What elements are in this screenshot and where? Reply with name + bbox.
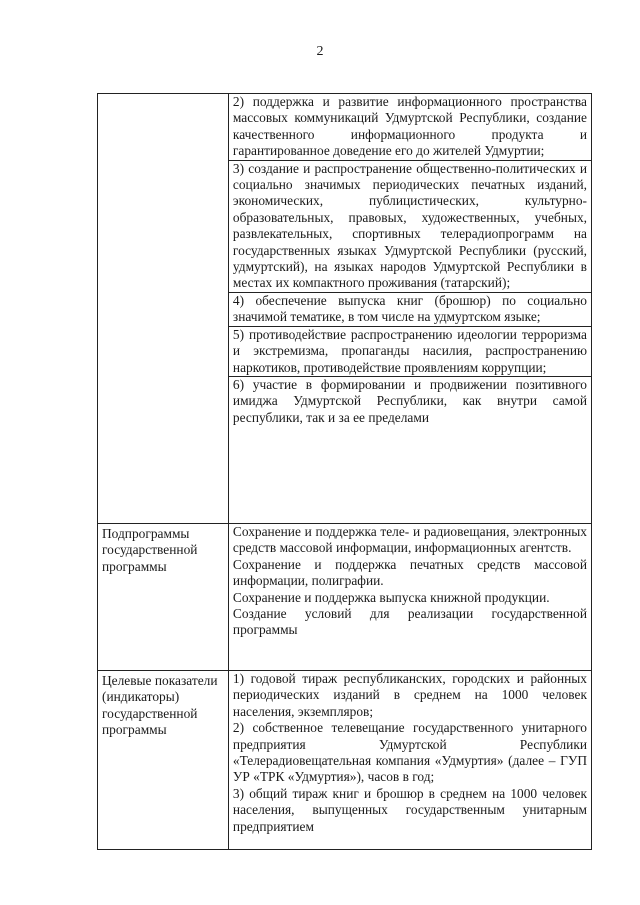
page-number: 2 [316,44,324,59]
list-item: 3) общий тираж книг и брошюр в среднем на 1000 человек населения, выпущенных государственным унитарным предприятием [232,785,587,834]
list-item: 3) создание и распространение общественно-политических и социально значимых периодических печатных изданий, экономических, публицистических, культурно-образовательных, правовых, художественных, учебных, развлекательных, спортивных телерадиопрограмм на государственных языках Удмуртской Республики (русский, удмуртский), на языках народов Удмуртской Республики в местах их компактного проживания (татарский); [229,160,591,292]
list-item: 1) годовой тираж республиканских, городских и районных периодических изданий в среднем на 1000 человек населения, экземпляров; [232,671,587,719]
table-row [98,94,592,524]
row-label [98,94,229,524]
list-item: 2) поддержка и развитие информационного пространства массовых коммуникаций Удмуртской Республики, создание качественного информационного продукта и гарантированное доведение его до жителей Удмуртии; [232,94,587,159]
row-label: Целевые показатели (индикаторы) государственной программы [98,671,229,850]
list-item: 5) противодействие распространению идеологии терроризма и экстремизма, пропаганды насилия, распространению наркотиков, противодействие проявлениям коррупции; [229,326,591,376]
list-item: Сохранение и поддержка выпуска книжной продукции. [232,589,550,605]
list-item: Создание условий для реализации государственной программы [232,606,587,638]
program-passport-table [97,93,592,850]
list-item: 2) собственное телевещание государственного унитарного предприятия Удмуртской Республики «Телерадиовещательная компания «Удмуртия» (далее – ГУП УР «ТРК «Удмуртия»), часов в год; [232,720,587,785]
list-item: Сохранение и поддержка теле- и радиовещания, электронных средств массовой информации, информационных агентств. [232,524,587,556]
list-item: 4) обеспечение выпуска книг (брошюр) по социально значимой тематике, в том числе на удмуртском языке; [229,292,591,326]
row-label: Подпрограммы государственной программы [98,524,229,671]
list-item: Сохранение и поддержка печатных средств массовой информации, полиграфии. [232,556,587,589]
row-content [228,524,591,671]
row-content [228,671,591,850]
list-item: 6) участие в формировании и продвижении позитивного имиджа Удмуртской Республики, как внутри самой республики, так и за ее пределами [229,376,591,426]
row-content [228,94,591,524]
table-row [98,524,592,671]
table-row [98,671,592,850]
